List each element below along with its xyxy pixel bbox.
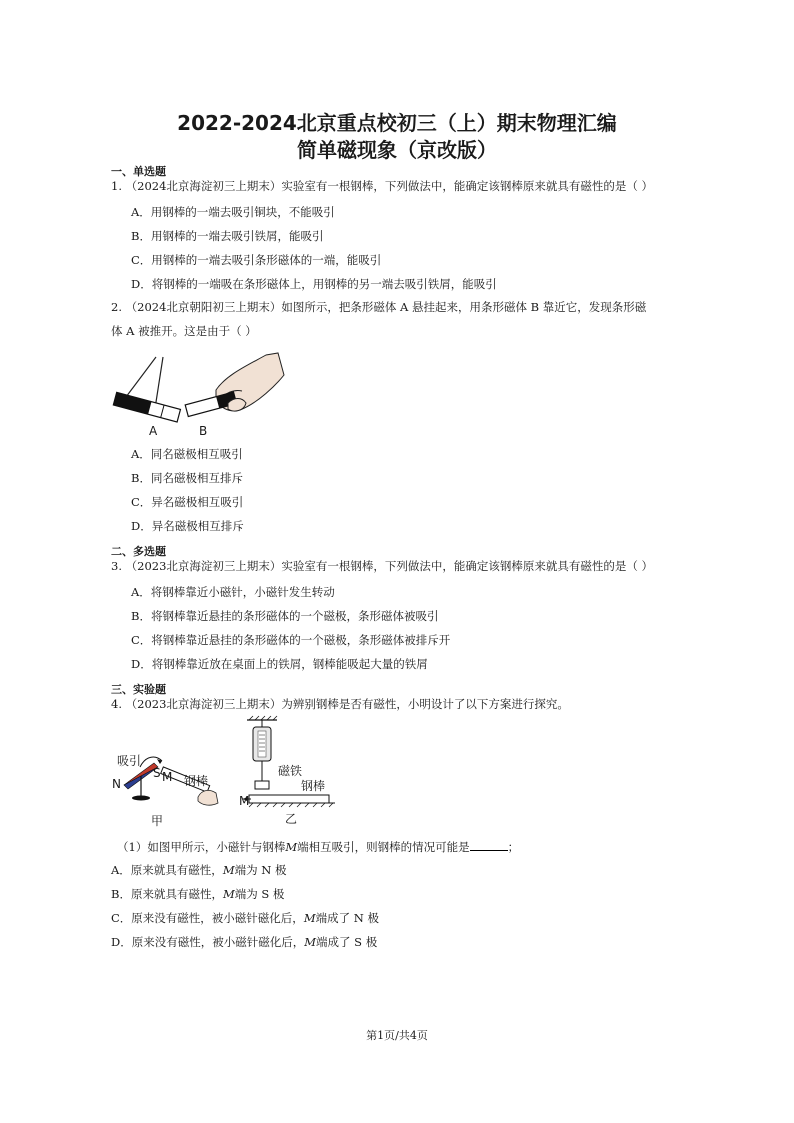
q2-option-c: C．异名磁极相互吸引 xyxy=(131,495,244,509)
q4-option-a: A．原来就具有磁性，M端为 N 极 xyxy=(111,863,287,877)
q4-yi-label-rod: 钢棒 xyxy=(301,779,326,793)
q4-sub1-stem: （1）如图甲所示，小磁针与钢棒M端相互吸引，则钢棒的情况可能是 ； xyxy=(117,840,520,854)
q4-jia-label-s: S xyxy=(153,766,161,780)
q4-option-c: C．原来没有磁性，被小磁针磁化后，M端成了 N 极 xyxy=(111,911,379,925)
page-number: 第1页/共4页 xyxy=(366,1029,428,1042)
q1-option-b: B．用钢棒的一端去吸引铁屑，能吸引 xyxy=(131,229,324,243)
question-3-stem: 3. （2023北京海淀初三上期末）实验室有一根钢棒，下列做法中，能确定该钢棒原来就具有磁性的是（ ） xyxy=(111,559,654,573)
q4-jia-label-m: M xyxy=(162,770,173,784)
section-heading-single-choice: 一、单选题 xyxy=(111,165,166,178)
section-heading-multiple-choice: 二、多选题 xyxy=(111,545,166,558)
question-4-stem: 4. （2023北京海淀初三上期末）为辨别钢棒是否有磁性，小明设计了以下方案进行探究。 xyxy=(111,697,569,711)
q4-option-b: B．原来就具有磁性，M端为 S 极 xyxy=(111,887,285,901)
q2-magnet-figure xyxy=(108,345,288,440)
question-2-stem-line1: 2. （2024北京朝阳初三上期末）如图所示，把条形磁体 A 悬挂起来，用条形磁体 B 靠近它，发现条形磁 xyxy=(111,300,647,314)
q2-option-d: D．异名磁极相互排斥 xyxy=(131,519,244,533)
q2-label-b: B xyxy=(199,424,208,438)
document-title: 2022-2024北京重点校初三（上）期末物理汇编 xyxy=(177,111,617,135)
q3-option-b: B．将钢棒靠近悬挂的条形磁体的一个磁极，条形磁体被吸引 xyxy=(131,609,439,623)
q3-option-c: C．将钢棒靠近悬挂的条形磁体的一个磁极，条形磁体被排斥开 xyxy=(131,633,451,647)
q1-option-c: C．用钢棒的一端去吸引条形磁体的一端，能吸引 xyxy=(131,253,382,267)
q2-option-b: B．同名磁极相互排斥 xyxy=(131,471,243,485)
q4-jia-label-n: N xyxy=(112,777,121,791)
answer-blank xyxy=(470,838,508,851)
q1-option-d: D．将钢棒的一端吸在条形磁体上，用钢棒的另一端去吸引铁屑，能吸引 xyxy=(131,277,497,291)
question-2-stem-line2: 体 A 被推开。这是由于（ ） xyxy=(111,324,257,338)
q2-option-a: A．同名磁极相互吸引 xyxy=(131,447,243,461)
document-subtitle: 简单磁现象（京改版） xyxy=(297,138,497,162)
q3-option-a: A．将钢棒靠近小磁针，小磁针发生转动 xyxy=(131,585,335,599)
section-heading-experiment: 三、实验题 xyxy=(111,683,166,696)
q4-jia-caption: 甲 xyxy=(151,814,164,828)
q4-yi-label-magnet: 磁铁 xyxy=(278,764,303,778)
q4-yi-caption: 乙 xyxy=(285,812,298,826)
q4-jia-label-attract: 吸引 xyxy=(117,754,142,768)
q4-jia-label-rod: 钢棒 xyxy=(184,774,209,788)
q4-yi-label-m: M xyxy=(239,794,250,808)
question-1-stem: 1. （2024北京海淀初三上期末）实验室有一根钢棒，下列做法中，能确定该钢棒原来就具有磁性的是（ ） xyxy=(111,179,654,193)
q3-option-d: D．将钢棒靠近放在桌面上的铁屑，钢棒能吸起大量的铁屑 xyxy=(131,657,428,671)
q2-label-a: A xyxy=(149,424,158,438)
q1-option-a: A．用钢棒的一端去吸引铜块，不能吸引 xyxy=(131,205,335,219)
q4-option-d: D．原来没有磁性，被小磁针磁化后，M端成了 S 极 xyxy=(111,935,378,949)
